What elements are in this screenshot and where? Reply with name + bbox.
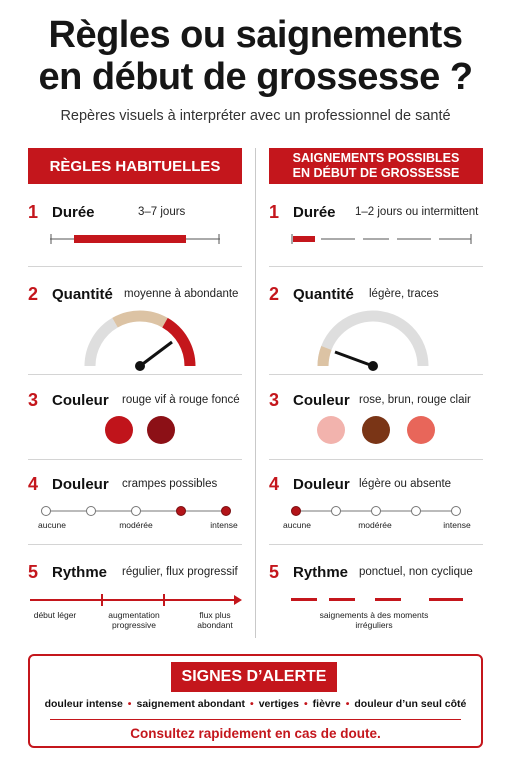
quantity-gauge: [313, 306, 433, 372]
alert-box: [28, 654, 483, 748]
column-header: RÈGLES HABITUELLES: [28, 148, 242, 184]
duration-bar: [50, 232, 225, 246]
bullet-icon: •: [127, 698, 132, 710]
column-divider: [255, 148, 256, 638]
page-subtitle: Repères visuels à interpréter avec un professionnel de santé: [60, 108, 451, 124]
row-duration: 1 Durée 3–7 jours: [28, 200, 242, 270]
color-swatch-pink: [317, 416, 345, 444]
column-regular-periods: [28, 148, 242, 630]
pain-scale: [38, 504, 238, 518]
duration-intermittent-bar: [291, 232, 475, 246]
row-quantity: 2 Quantité moyenne à abondante: [28, 280, 242, 376]
alert-separator: [50, 719, 461, 720]
row-pain: 4 Douleur crampes possibles aucune modérée intense: [28, 474, 238, 530]
alert-title: SIGNES D’ALERTE: [171, 662, 337, 692]
row-color: 3 Couleur rose, brun, rouge clair: [269, 386, 483, 460]
bullet-icon: •: [345, 698, 350, 710]
alert-signs-list: douleur intense • saignement abondant • vertiges • fièvre • douleur d’un seul côté: [44, 698, 467, 710]
row-quantity: 2 Quantité légère, traces: [269, 280, 483, 376]
color-swatch-dark-red: [147, 416, 175, 444]
column-early-pregnancy-bleeding: [269, 148, 483, 630]
rhythm-arrow: [28, 592, 242, 608]
color-swatch-brown: [362, 416, 390, 444]
alert-call-to-action: Consultez rapidement en cas de doute.: [130, 726, 381, 741]
bullet-icon: •: [303, 698, 308, 710]
pain-scale: [289, 504, 469, 518]
row-duration: 1 Durée 1–2 jours ou intermittent: [269, 200, 483, 270]
page-title: Règles ou saignements en début de grossesse ?: [38, 14, 473, 98]
row-pain: 4 Douleur légère ou absente aucune modérée intense: [269, 474, 471, 530]
row-color: 3 Couleur rouge vif à rouge foncé: [28, 386, 242, 460]
color-swatch-bright-red: [105, 416, 133, 444]
quantity-gauge: [80, 306, 200, 372]
color-swatch-light-red: [407, 416, 435, 444]
column-header: SAIGNEMENTS POSSIBLES EN DÉBUT DE GROSSESSE: [269, 148, 483, 184]
row-rhythm: 5 Rythme régulier, flux progressif début léger augmentation progressive flux plus abondant: [28, 558, 242, 648]
rhythm-irregular-dashes: [289, 596, 469, 604]
row-rhythm: 5 Rythme ponctuel, non cyclique saignements à des moments irréguliers: [269, 562, 473, 630]
bullet-icon: •: [250, 698, 254, 710]
